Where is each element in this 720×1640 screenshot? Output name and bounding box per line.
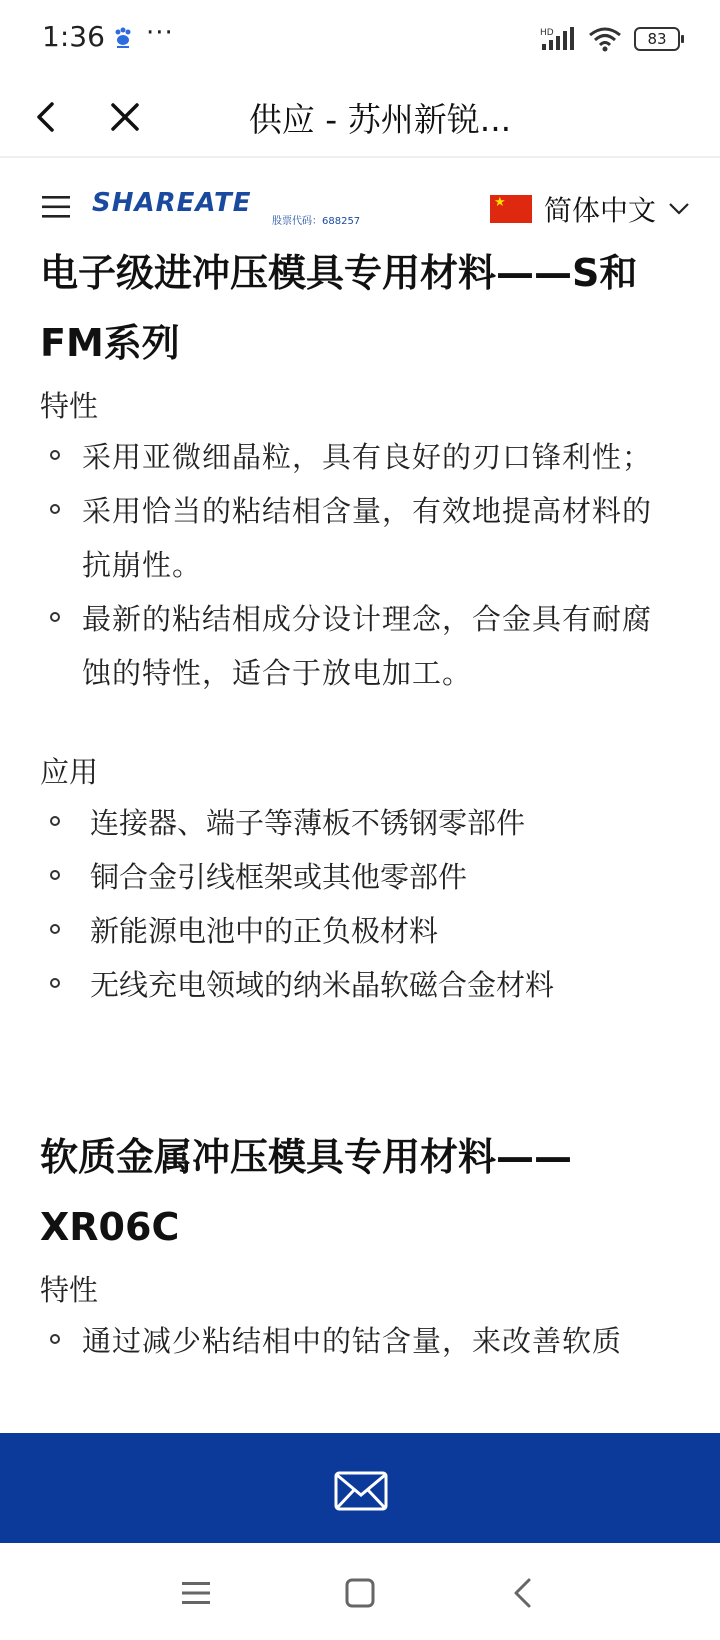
status-icons [540, 24, 680, 54]
list-item: 最新的粘结相成分设计理念，合金具有耐腐蚀的特性，适合于放电加工。 [40, 592, 680, 700]
back-arrow-icon[interactable] [22, 92, 72, 142]
list-item: 新能源电池中的正负极材料 [40, 904, 680, 958]
language-label: 简体中文 [543, 194, 656, 227]
list-item: 无线充电领域的纳米晶软磁合金材料 [40, 958, 680, 1012]
china-flag-icon: ★ [490, 195, 532, 223]
bullet-icon [50, 504, 60, 514]
status-time: 1:36 [42, 20, 105, 53]
mail-icon[interactable] [334, 1471, 388, 1511]
hamburger-menu-icon[interactable] [42, 194, 70, 220]
chevron-down-icon [668, 202, 690, 216]
more-notifications-icon: ··· [146, 18, 174, 48]
applications-list [40, 796, 680, 1012]
wifi-icon [588, 26, 622, 52]
close-icon[interactable] [100, 92, 150, 142]
company-logo[interactable] [92, 186, 362, 232]
site-header [0, 186, 720, 232]
battery-icon [634, 27, 680, 51]
bullet-icon [50, 612, 60, 622]
list-item: 铜合金引线框架或其他零部件 [40, 850, 680, 904]
menu-icon[interactable] [176, 1573, 216, 1613]
bullet-icon [50, 816, 60, 826]
bullet-icon [50, 1334, 60, 1344]
battery-level: 83 [647, 30, 667, 48]
features-list [40, 1314, 680, 1368]
applications-label: 应用 [40, 755, 99, 789]
logo-wordmark: SHAREATE [92, 188, 252, 218]
bullet-icon [50, 870, 60, 880]
list-item: 连接器、端子等薄板不锈钢零部件 [40, 796, 680, 850]
bullet-icon [50, 924, 60, 934]
features-list [40, 430, 680, 700]
stock-code: 股票代码：688257 [272, 216, 361, 227]
home-icon[interactable] [340, 1573, 380, 1613]
section-title: 软质金属冲压模具专用材料——XR06C [40, 1135, 573, 1249]
features-label: 特性 [40, 389, 99, 423]
browser-title-bar [0, 80, 720, 158]
section-title: 电子级进冲压模具专用材料——S和FM系列 [40, 251, 638, 365]
status-bar [0, 0, 720, 80]
list-item: 采用亚微细晶粒，具有良好的刃口锋利性； [40, 430, 680, 484]
list-item: 通过减少粘结相中的钴含量，来改善软质 [40, 1314, 680, 1368]
bullet-icon [50, 450, 60, 460]
contact-bar[interactable] [0, 1433, 720, 1543]
main-content [40, 238, 680, 1433]
back-icon[interactable] [504, 1573, 544, 1613]
bullet-icon [50, 978, 60, 988]
baidu-paw-icon [112, 26, 134, 48]
svg-text:HD: HD [540, 28, 554, 38]
page-title: 供应 - 苏州新锐... [248, 100, 512, 139]
list-item: 采用恰当的粘结相含量，有效地提高材料的抗崩性。 [40, 484, 680, 592]
language-selector[interactable] [490, 186, 690, 232]
system-nav-bar [0, 1543, 720, 1640]
features-label: 特性 [40, 1273, 99, 1307]
cellular-signal-icon [540, 26, 576, 52]
